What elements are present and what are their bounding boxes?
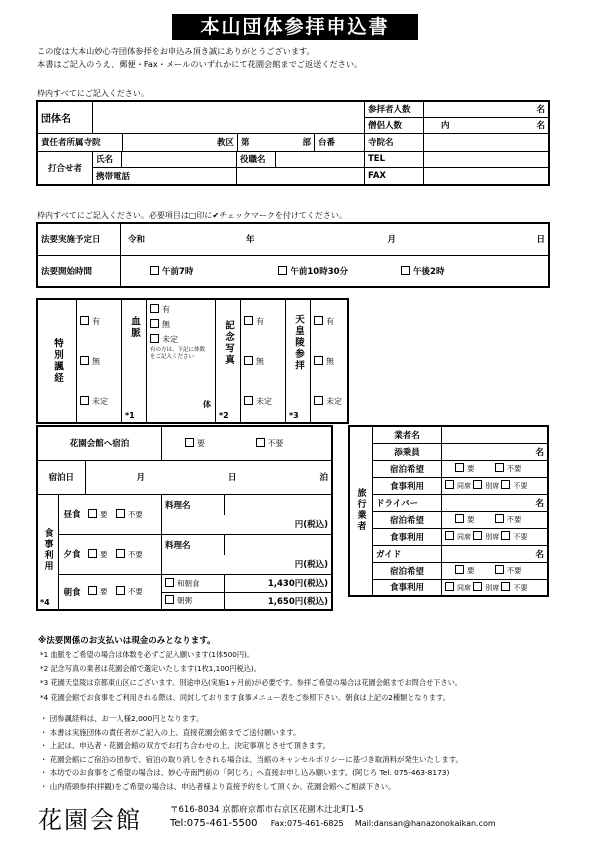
checkbox-escort-none[interactable] bbox=[501, 480, 510, 489]
guide-field[interactable]: 名 bbox=[442, 545, 549, 562]
checkbox-guide-separate[interactable] bbox=[473, 582, 482, 591]
section1-note: 枠内すべてにご記入ください。 bbox=[37, 89, 149, 98]
date-table: 法要実施予定日 令和 年 月 日 法要開始時間 午前7時 午前10時30分 午後2時 bbox=[36, 222, 550, 288]
checkbox-tenno-no[interactable] bbox=[314, 356, 323, 365]
checkbox-lunch-yes[interactable] bbox=[88, 509, 97, 518]
checkbox-driver-separate[interactable] bbox=[473, 531, 482, 540]
checkbox-stay-no[interactable] bbox=[256, 438, 265, 447]
checkbox-washoku[interactable] bbox=[165, 578, 174, 587]
stay-date-field[interactable]: 月 日 泊 bbox=[85, 460, 332, 494]
participants-field[interactable]: 名 bbox=[424, 101, 550, 117]
dinner-cuisine-field[interactable] bbox=[225, 534, 333, 555]
checkbox-kechimyaku-yes[interactable] bbox=[150, 304, 159, 313]
checkbox-dinner-yes[interactable] bbox=[88, 549, 97, 558]
checkbox-breakfast-yes[interactable] bbox=[88, 586, 97, 595]
checkbox-guide-stay-yes[interactable] bbox=[455, 565, 464, 574]
checkbox-photo-no[interactable] bbox=[244, 356, 253, 365]
checkbox-dinner-no[interactable] bbox=[116, 549, 125, 558]
contact-name-field[interactable] bbox=[122, 152, 237, 168]
checkbox-guide-stay-no[interactable] bbox=[495, 565, 504, 574]
checkbox-escort-separate[interactable] bbox=[473, 480, 482, 489]
page-title: 本山団体参拝申込書 bbox=[172, 14, 418, 40]
options-table: 特別諷経 有 無 未定 血脈 *1 有 無 未定 有の方は、下記に体数をご記入ください 体 記念写真 *2 有 無 未定 天皇陵参拝 *3 有 無 未定 bbox=[36, 298, 349, 424]
checkbox-breakfast-no[interactable] bbox=[116, 586, 125, 595]
driver-field[interactable]: 名 bbox=[442, 494, 549, 511]
checkbox-driver-stay-no[interactable] bbox=[495, 514, 504, 523]
checkbox-1030am[interactable] bbox=[278, 266, 287, 275]
fax-field[interactable] bbox=[424, 168, 550, 185]
group-name-field[interactable] bbox=[93, 101, 365, 133]
lunch-price-field[interactable]: 円(税込) bbox=[162, 515, 333, 534]
fax: Fax:075-461-6825 bbox=[270, 819, 344, 828]
checkbox-guide-same[interactable] bbox=[445, 582, 454, 591]
checkbox-driver-none[interactable] bbox=[501, 531, 510, 540]
checkbox-stay-yes[interactable] bbox=[185, 438, 194, 447]
mobile-field[interactable] bbox=[237, 168, 365, 184]
payment-note: ※法要関係のお支払いは現金のみとなります。 bbox=[38, 636, 216, 646]
checkbox-tenno-undecided[interactable] bbox=[314, 396, 323, 405]
escort-field[interactable]: 名 bbox=[442, 443, 549, 460]
dinner-price-field[interactable]: 円(税込) bbox=[162, 555, 333, 574]
bullet-notes: ・ 団参諷経料は、お一人様2,000円となります。 ・ 本書は実施団体の責任者がご記入の上、直接花園会館までご送付願います。 ・ 上記は、申込者・花園会館の双方でお打ち合わせの上、決定事項とさせて頂きます。 ・ 花園会館にご宿泊の団参で、宿泊の取り消しをされる場合は、当館のキャンセルポリシーに基づき取消料が発生いたします。 ・ 本坊でのお食事をご希望の場合は、妙心寺南門前の「阿じろ」へ直接お申し込み願います。(阿じろ Tel. 075-463-8173) ・ 山内塔頭参拝(拝観)をご希望の場合は、申込者様より直接予約をして頂くか、花園会館へご相談下さい。 bbox=[40, 714, 463, 791]
checkbox-tokubetsu-undecided[interactable] bbox=[80, 396, 89, 405]
checkbox-driver-same[interactable] bbox=[445, 531, 454, 540]
contact-line bbox=[170, 818, 496, 829]
travel-agent-table: 旅行業者 業者名 添乗員 名 宿泊希望 要 不要 食事利用 同席 別席 不要 ドライバー 名 宿泊希望 要 不要 食事利用 同席 別席 不要 ガイド 名 宿泊希望 要 不要 食事利用 同席 別席 不要 bbox=[348, 425, 549, 597]
intro-text: この度は大本山妙心寺団体参拝をお申込み頂き誠にありがとうございます。 本書はご記入のうえ、郵便・Fax・メールのいずれかにて花園会館までご返送ください。 bbox=[37, 46, 363, 69]
start-time-options: 午前7時 午前10時30分 午後2時 bbox=[121, 255, 550, 287]
checkbox-escort-stay-yes[interactable] bbox=[455, 463, 464, 472]
checkbox-guide-none[interactable] bbox=[501, 582, 510, 591]
checkbox-driver-stay-yes[interactable] bbox=[455, 514, 464, 523]
checkbox-2pm[interactable] bbox=[401, 266, 410, 275]
checkbox-lunch-no[interactable] bbox=[116, 509, 125, 518]
checkbox-kechimyaku-no[interactable] bbox=[150, 319, 159, 328]
checkbox-escort-same[interactable] bbox=[445, 480, 454, 489]
checkbox-photo-undecided[interactable] bbox=[244, 396, 253, 405]
company-field[interactable] bbox=[442, 426, 549, 443]
checkbox-7am[interactable] bbox=[150, 266, 159, 275]
address: 〒616-8034 京都府京都市右京区花園木辻北町1-5 bbox=[170, 805, 364, 815]
group-name-label: 団体名 bbox=[37, 101, 93, 133]
checkbox-tokubetsu-no[interactable] bbox=[80, 356, 89, 365]
checkbox-kechimyaku-undecided[interactable] bbox=[150, 334, 159, 343]
contact-title-field[interactable] bbox=[276, 152, 365, 168]
meal-table: 花園会館へ宿泊 要 不要 宿泊日 月 日 泊 食事利用 *4 昼食 要 不要 料理名 円(税込) 夕食 要 不要 料理名 円(税込) 朝食 要 不要 和朝食 1,430円(税込) 朝粥 1,650円(税込) bbox=[36, 425, 333, 611]
checkbox-kayu[interactable] bbox=[165, 595, 174, 604]
date-field[interactable]: 令和 年 月 日 bbox=[121, 223, 550, 255]
checkbox-tokubetsu-yes[interactable] bbox=[80, 316, 89, 325]
section2-note: 枠内すべてにご記入ください。必要項目は□印に✔チェックマークを付けてください。 bbox=[37, 211, 347, 220]
footnotes: *1 血脈をご希望の場合は体数を必ずご記入願います(1体500円)。 *2 記念写真の業者は花園会館で選定いたします(1枚1,100円税込)。 *3 花園天皇陵は京都東山区にございます。別途申込(実施1ヶ月前)が必要です。参拝ご希望の場合は花園会館までお問合せ下さい。 *4 花園会館でお食事をご利用される際は、同封しております食事メニュー表をご参照下さい。朝食は上記の2種類となります。 bbox=[40, 650, 462, 702]
temple-name-field[interactable] bbox=[424, 133, 550, 151]
mail[interactable]: Mail:dansan@hanazonokaikan.com bbox=[354, 819, 496, 828]
tel-field[interactable] bbox=[424, 151, 550, 168]
companions-field[interactable]: 内 名 bbox=[424, 117, 550, 133]
checkbox-photo-yes[interactable] bbox=[244, 316, 253, 325]
tel: Tel:075-461-5500 bbox=[170, 818, 258, 829]
group-info-table: 団体名 参拝者人数 名 僧侶人数 内 名 責任者所属寺院 教区 第 部 台番 寺院名 打合せ者 氏名 役職名 携帯電話 TEL FAX bbox=[36, 100, 550, 186]
checkbox-tenno-yes[interactable] bbox=[314, 316, 323, 325]
logo: 花園会館 bbox=[38, 806, 142, 834]
checkbox-escort-stay-no[interactable] bbox=[495, 463, 504, 472]
lunch-cuisine-field[interactable] bbox=[225, 494, 333, 515]
